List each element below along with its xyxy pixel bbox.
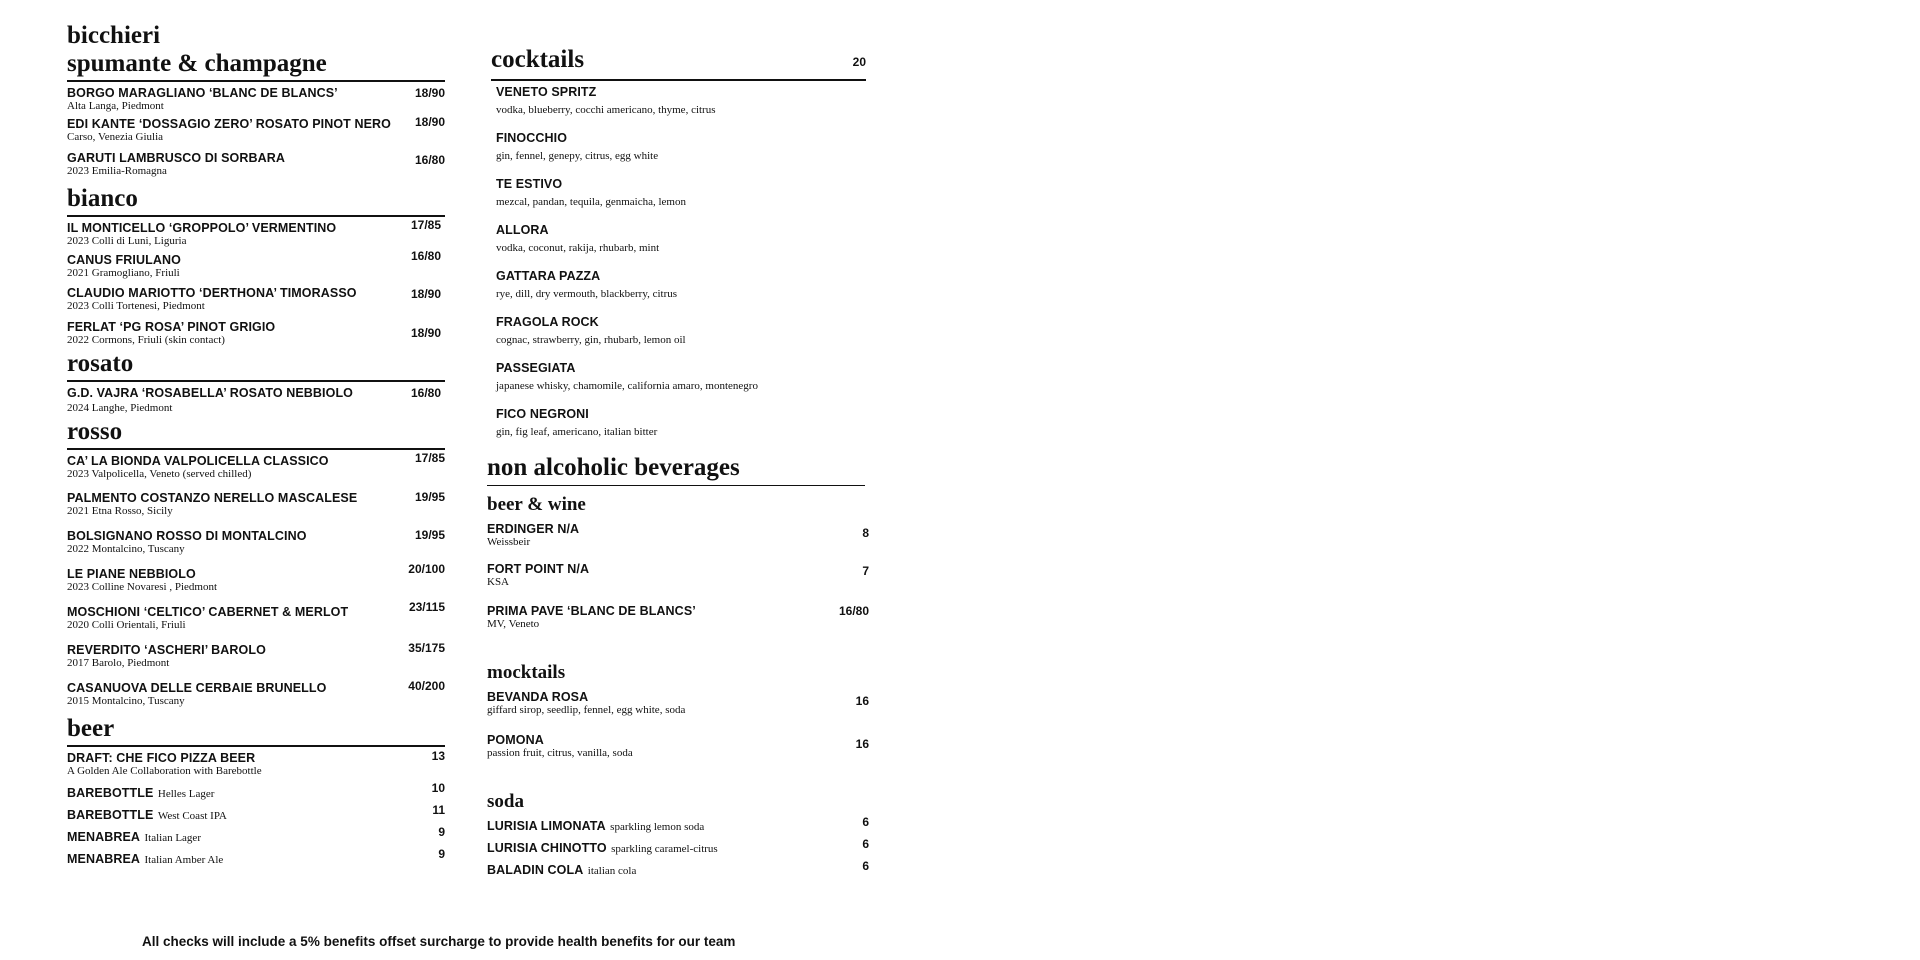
cocktail-ingredients: gin, fig leaf, americano, italian bitter (496, 426, 658, 438)
list-item (67, 803, 445, 828)
cocktail-ingredients: gin, fennel, genepy, citrus, egg white (496, 150, 659, 162)
list-item (67, 847, 445, 872)
cocktail-name: GATTARA PAZZA (496, 269, 601, 283)
title-bicchieri: bicchieri (67, 22, 161, 49)
wine-origin: 2023 Colline Novaresi , Piedmont (67, 581, 218, 593)
list-item (67, 751, 445, 784)
price: 16/80 (410, 386, 441, 400)
list-item (487, 604, 869, 644)
price: 40/200 (408, 679, 445, 693)
drink-description: Weissbeir (487, 536, 531, 548)
cocktails-section (491, 45, 866, 441)
wine-name: MOSCHIONI ‘CELTICO’ CABERNET & MERLOT (67, 605, 349, 619)
heading-bianco: bianco (67, 185, 138, 212)
cocktail-item (496, 407, 866, 441)
cocktail-item (496, 177, 866, 223)
drink-description: italian cola (587, 865, 637, 877)
heading-non-alcoholic: non alcoholic beverages (487, 454, 740, 481)
drink-description: sparkling caramel-citrus (611, 843, 718, 855)
list-item (487, 690, 869, 733)
list-item (67, 681, 445, 715)
price: 9 (438, 825, 445, 839)
list-item (487, 522, 869, 562)
price: 7 (862, 564, 869, 578)
beer-brand: MENABREA (67, 830, 141, 844)
divider (491, 79, 866, 81)
cocktail-item (496, 131, 866, 177)
non-alcoholic-section (487, 453, 869, 883)
cocktail-name: FICO NEGRONI (496, 407, 589, 421)
list-item (487, 562, 869, 604)
heading-cocktails: cocktails (491, 46, 585, 73)
list-item (67, 151, 445, 181)
left-column (67, 22, 445, 872)
list-item (67, 386, 445, 418)
list-item (67, 86, 445, 117)
drink-name: BEVANDA ROSA (487, 690, 589, 704)
price: 13 (431, 749, 445, 763)
wine-name: CLAUDIO MARIOTTO ‘DERTHONA’ TIMORASSO (67, 286, 357, 300)
beer-description: A Golden Ale Collaboration with Barebottle (67, 765, 262, 777)
cocktail-ingredients: cognac, strawberry, gin, rhubarb, lemon oil (496, 334, 686, 346)
wine-name: GARUTI LAMBRUSCO DI SORBARA (67, 151, 285, 165)
heading-beer-wine: beer & wine (487, 494, 586, 515)
beer-brand: BAREBOTTLE (67, 808, 154, 822)
price: 18/90 (414, 86, 445, 100)
price: 6 (862, 815, 869, 829)
wine-origin: 2023 Emilia-Romagna (67, 165, 167, 177)
divider (67, 80, 445, 82)
list-item (67, 825, 445, 850)
list-item (67, 781, 445, 806)
cocktail-price: 20 (852, 55, 866, 69)
price: 17/85 (410, 218, 441, 232)
wine-name: CANUS FRIULANO (67, 253, 181, 267)
beer-style: Italian Amber Ale (144, 854, 224, 866)
wine-name: IL MONTICELLO ‘GROPPOLO’ VERMENTINO (67, 221, 337, 235)
wine-origin: 2023 Colli Tortenesi, Piedmont (67, 300, 205, 312)
price: 16 (855, 737, 869, 751)
wine-name: G.D. VAJRA ‘ROSABELLA’ ROSATO NEBBIOLO (67, 386, 354, 400)
wine-name: LE PIANE NEBBIOLO (67, 567, 196, 581)
cocktail-item (496, 269, 866, 315)
wine-origin: 2022 Cormons, Friuli (skin contact) (67, 334, 225, 346)
price: 16/80 (410, 249, 441, 263)
beer-style: Helles Lager (157, 788, 215, 800)
cocktail-name: FINOCCHIO (496, 131, 568, 145)
divider (487, 485, 865, 486)
cocktail-item (496, 315, 866, 361)
cocktail-ingredients: vodka, coconut, rakija, rhubarb, mint (496, 242, 660, 254)
price: 19/95 (414, 490, 445, 504)
list-item (67, 600, 445, 643)
cocktail-name: TE ESTIVO (496, 177, 563, 191)
cocktail-item (496, 223, 866, 269)
heading-rosato: rosato (67, 350, 134, 377)
wine-name: FERLAT ‘PG ROSA’ PINOT GRIGIO (67, 320, 276, 334)
drink-name: ERDINGER N/A (487, 522, 580, 536)
beer-name: DRAFT: CHE FICO PIZZA BEER (67, 751, 256, 765)
wine-origin: 2021 Gramogliano, Friuli (67, 267, 180, 279)
divider (67, 215, 445, 217)
list-item (67, 451, 445, 491)
surcharge-notice: All checks will include a 5% benefits offset surcharge to provide health benefits for our team (142, 934, 736, 949)
list-item (67, 320, 445, 350)
wine-origin: 2023 Valpolicella, Veneto (served chilled) (67, 468, 252, 480)
price: 16/80 (838, 604, 869, 618)
price: 18/90 (410, 326, 441, 340)
beer-style: West Coast IPA (157, 810, 227, 822)
price: 16 (855, 694, 869, 708)
price: 23/115 (408, 600, 445, 614)
wine-name: BOLSIGNANO ROSSO DI MONTALCINO (67, 529, 307, 543)
list-item (67, 562, 445, 605)
wine-origin: 2015 Montalcino, Tuscany (67, 695, 185, 707)
drink-description: sparkling lemon soda (610, 821, 705, 833)
wine-name: CASANUOVA DELLE CERBAIE BRUNELLO (67, 681, 327, 695)
list-item (487, 817, 869, 839)
wine-origin: 2024 Langhe, Piedmont (67, 402, 173, 414)
list-item (67, 529, 445, 567)
list-item (67, 218, 445, 253)
heading-mocktails: mocktails (487, 662, 566, 683)
drink-name: FORT POINT N/A (487, 562, 590, 576)
list-item (67, 249, 445, 286)
divider (67, 448, 445, 450)
price: 20/100 (408, 562, 445, 576)
wine-name: PALMENTO COSTANZO NERELLO MASCALESE (67, 491, 358, 505)
drink-description: giffard sirop, seedlip, fennel, egg white, soda (487, 704, 686, 716)
price: 19/95 (414, 528, 445, 542)
drink-name: LURISIA CHINOTTO (487, 841, 607, 855)
cocktail-name: ALLORA (496, 223, 549, 237)
list-item (67, 286, 445, 320)
cocktail-item (496, 361, 866, 407)
drink-description: MV, Veneto (487, 618, 540, 630)
drink-description: passion fruit, citrus, vanilla, soda (487, 747, 633, 759)
drink-name: POMONA (487, 733, 544, 747)
wine-name: EDI KANTE ‘DOSSAGIO ZERO’ ROSATO PINOT NERO (67, 117, 392, 131)
cocktail-name: PASSEGIATA (496, 361, 576, 375)
price: 6 (862, 859, 869, 873)
cocktail-ingredients: vodka, blueberry, cocchi americano, thyme, citrus (496, 104, 716, 116)
price: 11 (432, 803, 445, 817)
cocktail-ingredients: mezcal, pandan, tequila, genmaicha, lemon (496, 196, 686, 208)
list-item (67, 117, 445, 151)
list-item (487, 839, 869, 861)
price: 18/90 (414, 115, 445, 129)
price: 9 (438, 847, 445, 861)
price: 35/175 (408, 641, 445, 655)
wine-origin: 2020 Colli Orientali, Friuli (67, 619, 186, 631)
drink-name: BALADIN COLA (487, 863, 584, 877)
cocktail-ingredients: japanese whisky, chamomile, california amaro, montenegro (496, 380, 758, 392)
heading-rosso: rosso (67, 418, 123, 445)
wine-origin: 2021 Etna Rosso, Sicily (67, 505, 173, 517)
cocktail-ingredients: rye, dill, dry vermouth, blackberry, citrus (496, 288, 678, 300)
price: 18/90 (410, 287, 441, 301)
price: 17/85 (414, 451, 445, 465)
beer-brand: BAREBOTTLE (67, 786, 154, 800)
drink-name: LURISIA LIMONATA (487, 819, 606, 833)
wine-origin: 2017 Barolo, Piedmont (67, 657, 170, 669)
heading-soda: soda (487, 791, 524, 812)
heading-beer: beer (67, 715, 115, 742)
wine-origin: 2023 Colli di Luni, Liguria (67, 235, 187, 247)
price: 8 (862, 526, 869, 540)
wine-origin: Carso, Venezia Giulia (67, 131, 164, 143)
price: 16/80 (414, 153, 445, 167)
beer-brand: MENABREA (67, 852, 141, 866)
wine-name: REVERDITO ‘ASCHERI’ BAROLO (67, 643, 266, 657)
beer-style: Italian Lager (144, 832, 201, 844)
wine-origin: Alta Langa, Piedmont (67, 100, 164, 112)
wine-name: CA’ LA BIONDA VALPOLICELLA CLASSICO (67, 454, 329, 468)
wine-name: BORGO MARAGLIANO ‘BLANC DE BLANCS’ (67, 86, 338, 100)
drink-name: PRIMA PAVE ‘BLANC DE BLANCS’ (487, 604, 696, 618)
price: 10 (431, 781, 445, 795)
cocktail-item (496, 85, 866, 131)
list-item (487, 733, 869, 773)
drink-description: KSA (487, 576, 510, 588)
wine-origin: 2022 Montalcino, Tuscany (67, 543, 185, 555)
list-item (67, 643, 445, 681)
heading-spumante: spumante & champagne (67, 50, 327, 77)
divider (67, 745, 445, 747)
list-item (67, 491, 445, 529)
divider (67, 380, 445, 382)
cocktail-name: VENETO SPRITZ (496, 85, 597, 99)
price: 6 (862, 837, 869, 851)
cocktail-name: FRAGOLA ROCK (496, 315, 599, 329)
list-item (487, 861, 869, 883)
